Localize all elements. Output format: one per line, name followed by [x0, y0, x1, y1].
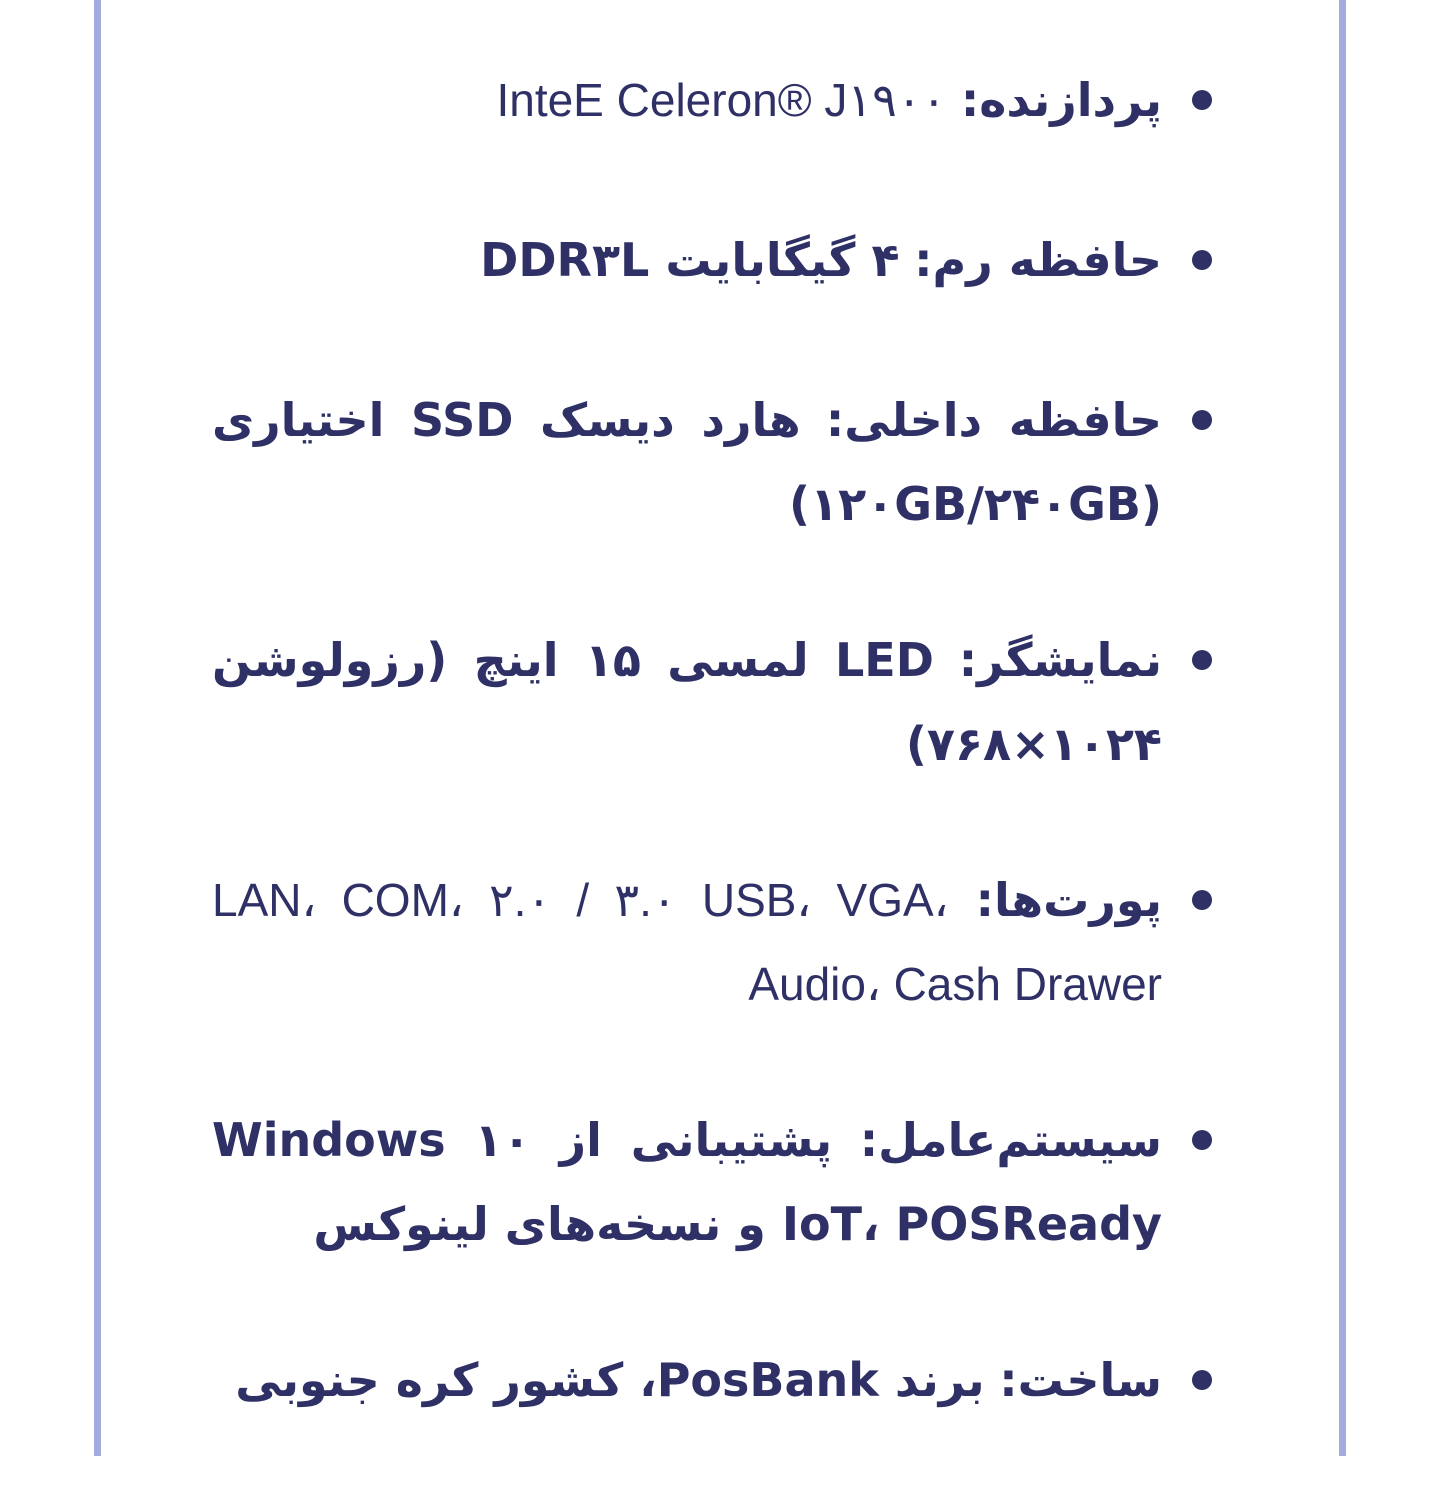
bullet-icon	[1192, 1130, 1212, 1150]
spec-label: پردازنده:	[960, 73, 1162, 127]
bullet-icon	[1192, 1370, 1212, 1390]
spec-label: ساخت:	[999, 1353, 1162, 1407]
spec-value: InteE Celeron® J۱۹۰۰	[496, 74, 947, 126]
spec-label: حافظه رم:	[914, 233, 1162, 287]
bullet-icon	[1192, 650, 1212, 670]
spec-item-os	[212, 1098, 1212, 1266]
spec-value: هارد دیسک SSD اختیاری (۱۲۰GB/۲۴۰GB)	[212, 393, 1162, 531]
spec-label: حافظه داخلی:	[825, 393, 1163, 447]
spec-value: پشتیبانی از Windows ۱۰ IoT، POSReady و نسخه‌های لینوکس	[212, 1113, 1162, 1251]
spec-label: نمایشگر:	[958, 633, 1162, 687]
spec-item-storage	[212, 378, 1212, 546]
spec-value: LAN، COM، ۲.۰ / ۳.۰ USB، VGA، Audio، Cash Drawer	[212, 874, 1162, 1010]
bullet-icon	[1192, 410, 1212, 430]
bullet-icon	[1192, 90, 1212, 110]
spec-label: سیستم‌عامل:	[859, 1113, 1163, 1167]
spec-item-ports	[212, 858, 1212, 1026]
spec-value: برند PosBank، کشور کره جنوبی	[235, 1353, 985, 1407]
spec-list	[212, 58, 1212, 1498]
spec-label: پورت‌ها:	[975, 873, 1162, 927]
spec-item-processor	[212, 58, 1212, 142]
spec-item-display	[212, 618, 1212, 786]
spec-value: ۴ گیگابایت DDR۳L	[480, 233, 900, 287]
bullet-icon	[1192, 890, 1212, 910]
spec-value: LED لمسی ۱۵ اینچ (رزولوشن ۱۰۲۴×۷۶۸)	[212, 633, 1162, 771]
spec-item-ram	[212, 218, 1212, 302]
bullet-icon	[1192, 250, 1212, 270]
spec-item-manufacturer	[212, 1338, 1212, 1422]
